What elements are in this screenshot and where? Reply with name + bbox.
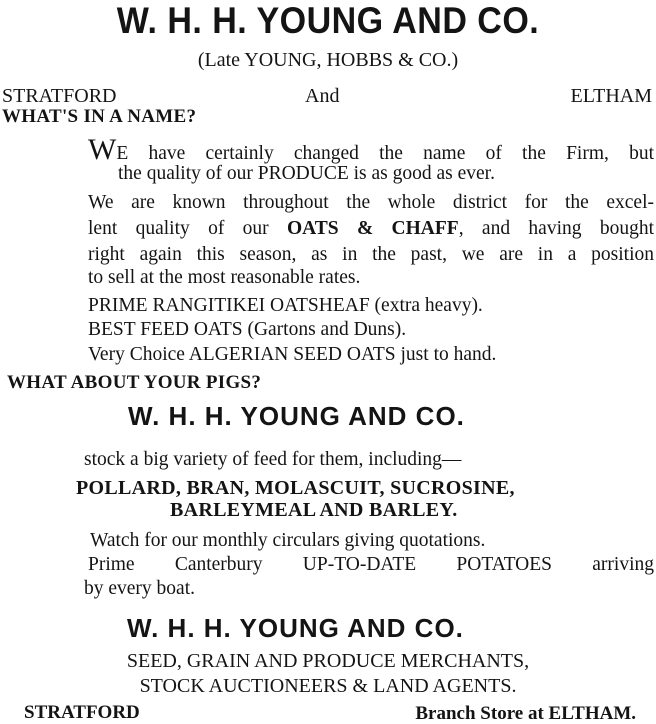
masthead-subtitle: (Late YOUNG, HOBBS & CO.) <box>197 49 459 71</box>
section1-p1-line1-text: E have certainly changed the name of the Firm, but <box>116 143 654 164</box>
section1-item-1: PRIME RANGITIKEI OATSHEAF (extra heavy). <box>88 295 483 316</box>
section2-p1-line3: by every boat. <box>84 578 196 599</box>
section2-p1-line2: Prime Canterbury UP-TO-DATE POTATOES arriving <box>88 554 654 575</box>
footer-location-right: Branch Store at ELTHAM. <box>415 703 636 724</box>
section1-p1-line2: the quality of our PRODUCE is as good as ever. <box>118 163 495 184</box>
section1-heading: WHAT'S IN A NAME? <box>2 106 197 127</box>
dropcap-letter: W <box>88 133 117 166</box>
section2-p1-line1: Watch for our monthly circulars giving quotations. <box>90 530 486 551</box>
section1-p2-line3: right again this season, as in the past, we are in a position <box>88 244 654 265</box>
section1-p2-line2-pre: lent quality of our <box>88 218 287 239</box>
section2-intro: stock a big variety of feed for them, including— <box>84 449 462 470</box>
section1-p2-line2-post: , and having bought <box>458 218 654 239</box>
section2-firm-name: W. H. H. YOUNG AND CO. <box>128 401 465 431</box>
section1-item-2: BEST FEED OATS (Gartons and Duns). <box>88 319 407 340</box>
section1-p2-line4: to sell at the most reasonable rates. <box>88 267 361 288</box>
masthead-title: W. H. H. YOUNG AND CO. <box>116 0 540 41</box>
section2-heading: WHAT ABOUT YOUR PIGS? <box>7 372 262 393</box>
footer-line1: SEED, GRAIN AND PRODUCE MERCHANTS, <box>126 650 530 672</box>
section1-p2-line2-bold: OATS & CHAFF <box>286 218 459 239</box>
section1-p2-line1: We are known throughout the whole district for the excel- <box>88 192 654 213</box>
section2-feeds-line1: POLLARD, BRAN, MOLASCUIT, SUCROSINE, <box>76 477 515 499</box>
footer-location-left: STRATFORD <box>24 702 140 723</box>
section1-p1-line1 <box>88 133 654 166</box>
location-right: ELTHAM <box>570 85 652 107</box>
section1-item-3: Very Choice ALGERIAN SEED OATS just to hand. <box>88 344 497 365</box>
section2-feeds-line2: BARLEYMEAL AND BARLEY. <box>170 499 458 521</box>
location-middle: And <box>305 85 340 107</box>
location-left: STRATFORD <box>2 85 117 107</box>
footer-line2: STOCK AUCTIONEERS & LAND AGENTS. <box>139 675 517 697</box>
footer-firm-name: W. H. H. YOUNG AND CO. <box>127 613 464 643</box>
section1-p2-line2 <box>88 219 654 239</box>
